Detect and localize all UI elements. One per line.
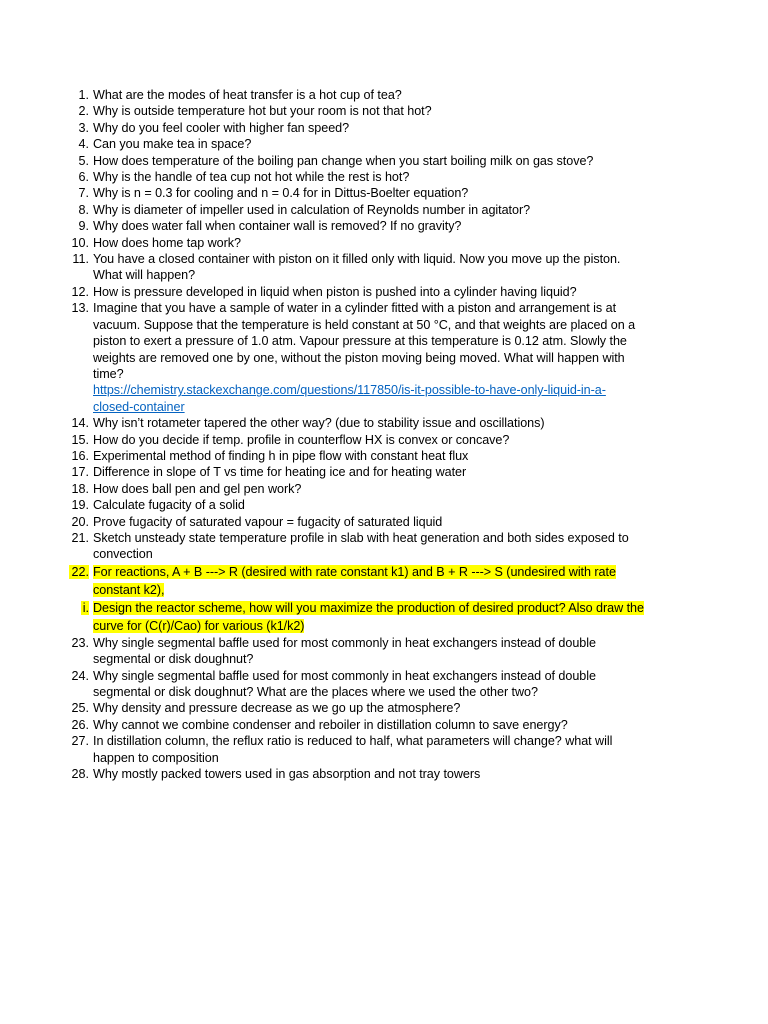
list-number-text: 5.: [78, 153, 89, 168]
list-item: [60, 251, 680, 284]
list-number-text: 1.: [78, 88, 89, 102]
list-number-text: 26.: [71, 717, 89, 732]
list-number-text: 17.: [71, 465, 89, 480]
text-line-content: Difference in slope of T vs time for heating ice and for heating water: [93, 465, 467, 480]
list-item-number: [60, 120, 89, 136]
list-number-text: 24.: [71, 668, 89, 683]
list-item-number: [60, 251, 89, 284]
list-number-text: 9.: [78, 219, 89, 234]
text-line-content: time?: [93, 366, 124, 381]
list-item: [60, 218, 680, 234]
list-item-number: [60, 717, 89, 733]
list-item: [60, 87, 680, 103]
list-item-number: [60, 169, 89, 185]
text-line-content: What are the modes of heat transfer is a hot cup of tea?: [93, 88, 402, 102]
list-item-number: [60, 530, 89, 563]
list-number-text: 13.: [71, 301, 89, 316]
text-line-content: curve for (C(r)/Cao) for various (k1/k2): [93, 618, 305, 633]
text-line: [93, 651, 680, 667]
text-line-content: convection: [93, 547, 153, 562]
list-item-number: [60, 700, 89, 716]
list-item-text: [93, 635, 680, 668]
list-item: [60, 700, 680, 716]
text-line-content: constant k2),: [93, 582, 165, 597]
text-line-content: happen to composition: [93, 750, 219, 765]
text-line: [93, 284, 680, 300]
text-line-content: How does temperature of the boiling pan change when you start boiling milk on gas stove?: [93, 153, 594, 168]
list-item-text: [93, 415, 680, 431]
text-line-content: In distillation column, the reflux ratio is reduced to half, what parameters will change? what will: [93, 734, 613, 749]
list-number-text: 4.: [78, 137, 89, 152]
text-line-content: Why is outside temperature hot but your room is not that hot?: [93, 104, 432, 119]
text-line: [93, 235, 680, 251]
text-line-content: Why is the handle of tea cup not hot while the rest is hot?: [93, 170, 410, 185]
list-number-text: 25.: [71, 701, 89, 716]
list-item-text: [93, 766, 680, 782]
text-line: [93, 103, 680, 119]
text-line-content: How does ball pen and gel pen work?: [93, 481, 302, 496]
list-item-number: [60, 284, 89, 300]
list-item: [60, 497, 680, 513]
list-item: [60, 717, 680, 733]
text-line-content: segmental or disk doughnut? What are the places where we used the other two?: [93, 685, 538, 699]
list-item-number: [60, 218, 89, 234]
text-line-content: segmental or disk doughnut?: [93, 652, 254, 667]
list-item-text: [93, 563, 680, 599]
question-list: [60, 87, 680, 782]
list-item: [60, 103, 680, 119]
list-item-text: [93, 153, 680, 169]
list-item-text: [93, 218, 680, 234]
list-item: [60, 136, 680, 152]
text-line-content: Why mostly packed towers used in gas absorption and not tray towers: [93, 767, 481, 782]
text-line-content: Sketch unsteady state temperature profile in slab with heat generation and both sides exposed to: [93, 530, 629, 545]
text-line: [93, 750, 680, 766]
list-item: [60, 300, 680, 415]
text-line: [93, 267, 680, 283]
list-item: [60, 432, 680, 448]
list-item: [60, 415, 680, 431]
text-line-content: Why cannot we combine condenser and reboiler in distillation column to save energy?: [93, 717, 568, 732]
list-item-text: [93, 251, 680, 284]
list-number-text: 6.: [78, 170, 89, 185]
list-item: [60, 120, 680, 136]
list-number-text: 16.: [71, 448, 89, 463]
text-line-content: You have a closed container with piston on it filled only with liquid. Now you move up the piston.: [93, 252, 621, 267]
list-item: [60, 169, 680, 185]
list-item-text: [93, 514, 680, 530]
list-item-number: [60, 599, 89, 635]
stackexchange-link[interactable]: https://chemistry.stackexchange.com/questions/117850/is-it-possible-to-have-only-liquid-in-a-: [93, 383, 606, 398]
list-number-text: 14.: [71, 416, 89, 431]
list-item: [60, 185, 680, 201]
text-line-content: How does home tap work?: [93, 235, 241, 250]
text-line: [93, 153, 680, 169]
list-item-text: [93, 185, 680, 201]
text-line-content: Why single segmental baffle used for most commonly in heat exchangers instead of double: [93, 635, 596, 650]
text-line: [93, 635, 680, 651]
text-line: [93, 300, 680, 316]
list-number-text: 3.: [78, 120, 89, 135]
text-line-content: Experimental method of finding h in pipe flow with constant heat flux: [93, 448, 469, 463]
text-line-content: Why does water fall when container wall is removed? If no gravity?: [93, 219, 462, 234]
list-item-number: [60, 432, 89, 448]
list-number-text: 19.: [71, 498, 89, 513]
list-item: [60, 530, 680, 563]
text-line: [93, 481, 680, 497]
list-item: [60, 448, 680, 464]
text-line-content: piston to exert a pressure of 1.0 atm. Vapour pressure at this temperature is 0.12 atm. Slowly the: [93, 334, 627, 349]
list-item-number: [60, 136, 89, 152]
list-item-number: [60, 563, 89, 599]
list-item: [60, 235, 680, 251]
list-item-text: [93, 668, 680, 701]
list-number-text: 18.: [71, 481, 89, 496]
list-item-number: [60, 448, 89, 464]
list-item-number: [60, 668, 89, 701]
text-line-content: vacuum. Suppose that the temperature is held constant at 50 °C, and that weights are placed on a: [93, 317, 636, 332]
list-number-text: 10.: [71, 235, 89, 250]
list-item-text: [93, 284, 680, 300]
list-item-text: [93, 530, 680, 563]
list-item: [60, 284, 680, 300]
text-line: [93, 766, 680, 782]
list-item: [60, 514, 680, 530]
list-number-text: i.: [82, 600, 89, 615]
text-line-content: Why is n = 0.3 for cooling and n = 0.4 for in Dittus-Boelter equation?: [93, 186, 469, 201]
list-item-text: [93, 432, 680, 448]
text-line-content: Why isn’t rotameter tapered the other way? (due to stability issue and oscillations): [93, 416, 545, 431]
text-line-content: For reactions, A + B ---> R (desired with rate constant k1) and B + R ---> S (undesired with rate: [93, 564, 616, 579]
list-item-text: [93, 103, 680, 119]
list-item-text: [93, 202, 680, 218]
list-number-text: 8.: [78, 202, 89, 217]
list-item-text: [93, 169, 680, 185]
list-item-text: [93, 448, 680, 464]
text-line-content: What will happen?: [93, 268, 196, 283]
list-item: [60, 563, 680, 599]
stackexchange-link[interactable]: closed-container: [93, 399, 185, 414]
text-line: [93, 448, 680, 464]
list-item-text: [93, 497, 680, 513]
list-number-text: 28.: [71, 767, 89, 782]
text-line-content: Why density and pressure decrease as we go up the atmosphere?: [93, 701, 461, 716]
list-number-text: 15.: [71, 432, 89, 447]
link-line: [93, 399, 680, 415]
list-item: [60, 153, 680, 169]
list-item: [60, 766, 680, 782]
list-number-text: 2.: [78, 104, 89, 119]
list-item-text: [93, 700, 680, 716]
list-number-text: 7.: [78, 186, 89, 201]
list-item: [60, 635, 680, 668]
list-item-number: [60, 300, 89, 415]
list-item-number: [60, 87, 89, 103]
text-line: [93, 717, 680, 733]
list-item-text: [93, 300, 680, 415]
list-item-number: [60, 766, 89, 782]
list-item-number: [60, 514, 89, 530]
list-number-text: 21.: [71, 530, 89, 545]
text-line-content: Can you make tea in space?: [93, 137, 252, 152]
list-item-number: [60, 415, 89, 431]
list-number-text: 23.: [71, 635, 89, 650]
list-item-number: [60, 464, 89, 480]
list-item: [60, 668, 680, 701]
text-line: [93, 317, 680, 333]
text-line: [93, 251, 680, 267]
list-item-text: [93, 120, 680, 136]
list-item-text: [93, 599, 680, 635]
text-line: [93, 218, 680, 234]
text-line: [93, 87, 680, 103]
text-line: [93, 432, 680, 448]
list-number-text: 27.: [71, 734, 89, 749]
text-line-content: How do you decide if temp. profile in counterflow HX is convex or concave?: [93, 432, 510, 447]
text-line-content: Prove fugacity of saturated vapour = fugacity of saturated liquid: [93, 514, 443, 529]
list-item-number: [60, 202, 89, 218]
list-item-text: [93, 481, 680, 497]
link-line: [93, 382, 680, 398]
list-number-text: 20.: [71, 514, 89, 529]
text-line: [93, 120, 680, 136]
list-number-text: 11.: [72, 252, 89, 267]
list-item-number: [60, 733, 89, 766]
text-line-content: Imagine that you have a sample of water in a cylinder fitted with a piston and arrangement is at: [93, 301, 617, 316]
text-line: [93, 668, 680, 684]
text-line: [93, 700, 680, 716]
text-line-content: Why do you feel cooler with higher fan speed?: [93, 120, 350, 135]
list-item-number: [60, 185, 89, 201]
text-line: [93, 415, 680, 431]
list-item-number: [60, 635, 89, 668]
text-line: [93, 185, 680, 201]
list-item: [60, 599, 680, 635]
list-item-number: [60, 153, 89, 169]
list-number-text: 22.: [71, 564, 89, 579]
list-item: [60, 464, 680, 480]
text-line: [93, 514, 680, 530]
text-line-content: Why is diameter of impeller used in calculation of Reynolds number in agitator?: [93, 202, 531, 217]
text-line: [93, 497, 680, 513]
text-line: [93, 169, 680, 185]
list-item-text: [93, 87, 680, 103]
text-line: [93, 136, 680, 152]
list-item: [60, 733, 680, 766]
text-line: [93, 202, 680, 218]
text-line: [93, 333, 680, 349]
text-line: [93, 617, 680, 635]
list-item-number: [60, 235, 89, 251]
list-item: [60, 481, 680, 497]
list-item-text: [93, 464, 680, 480]
text-line-content: Why single segmental baffle used for most commonly in heat exchangers instead of double: [93, 668, 596, 683]
list-item-text: [93, 136, 680, 152]
text-line-content: Calculate fugacity of a solid: [93, 498, 245, 513]
list-item-text: [93, 733, 680, 766]
text-line: [93, 581, 680, 599]
list-item-text: [93, 717, 680, 733]
list-item: [60, 202, 680, 218]
list-item-number: [60, 103, 89, 119]
text-line-content: Design the reactor scheme, how will you maximize the production of desired product? Also draw the: [93, 600, 644, 615]
list-item-number: [60, 497, 89, 513]
list-number-text: 12.: [71, 284, 89, 299]
text-line: [93, 684, 680, 700]
text-line-content: How is pressure developed in liquid when piston is pushed into a cylinder having liquid?: [93, 284, 577, 299]
text-line: [93, 464, 680, 480]
text-line: [93, 350, 680, 366]
text-line: [93, 563, 680, 581]
list-item-text: [93, 235, 680, 251]
list-item-number: [60, 481, 89, 497]
text-line: [93, 546, 680, 562]
text-line-content: weights are removed one by one, without the piston moving being moved. What will happen with: [93, 350, 625, 365]
text-line: [93, 366, 680, 382]
text-line: [93, 599, 680, 617]
text-line: [93, 530, 680, 546]
text-line: [93, 733, 680, 749]
